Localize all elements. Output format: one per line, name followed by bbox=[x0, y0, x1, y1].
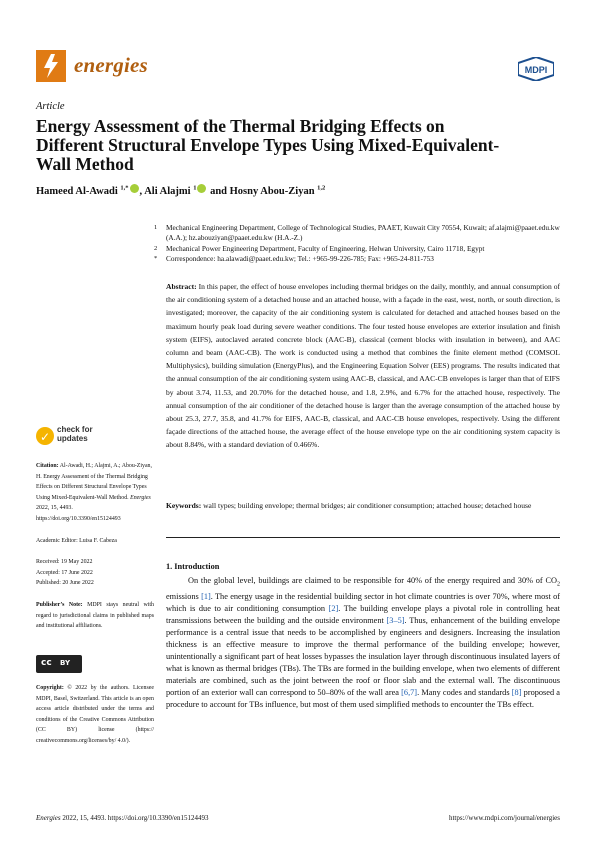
orcid-icon[interactable] bbox=[197, 184, 206, 193]
published-date: Published: 20 June 2022 bbox=[36, 580, 94, 586]
author-list: Hameed Al-Awadi $^{1,*}$ , Ali Alajmi $^1$ and Hosny Abou-Ziyan $^{1,2}$ bbox=[36, 184, 326, 197]
reference-link[interactable]: [2] bbox=[328, 603, 339, 613]
keywords-text: wall types; building envelope; thermal bridges; air conditioner consumption; attached house; detached house bbox=[203, 501, 532, 510]
journal-name: energies bbox=[74, 53, 148, 77]
divider bbox=[166, 537, 560, 538]
reference-link[interactable]: [3–5] bbox=[386, 615, 405, 625]
author-name[interactable]: Hameed Al-Awadi bbox=[36, 186, 118, 197]
check-for-updates-button[interactable]: ✓ check for updates bbox=[36, 425, 136, 447]
page-footer bbox=[36, 814, 560, 822]
publication-dates bbox=[36, 557, 154, 589]
author-name[interactable]: Ali Alajmi bbox=[144, 186, 191, 197]
orcid-icon[interactable] bbox=[130, 184, 139, 193]
received-date: Received: 19 May 2022 bbox=[36, 559, 93, 565]
correspondence: * Correspondence: ha.alawadi@paaet.edu.kw; Tel.: +965-99-226-785; Fax: +965-24-811-753 bbox=[154, 254, 434, 263]
author-affiliation-mark: 1,2 bbox=[317, 184, 326, 192]
introduction-paragraph: On the global level, buildings are claimed to be responsible for 40% of the energy required and 30% of $CO_2$ emissions [1]. The energy usage in the residential building sector in hot climate countries is over 70%, where most of which is due to air conditioning consumption [2]. The building envelope plays a pivotal role in controlling heat transmissions between the building and the outside environment [3–5]. Thus, enhancement of the building envelope performance is a central issue that needs to be accomplished by engineers and designers. Increasing the insulation thickness is an effective measure to improve the thermal performance of the building envelope; however, unintentionally a significant part of heat losses bypasses the insulation layer through discontinuous insulated layers of what is known as thermal bridges (TBs). The TBs are formed in the building envelope, when two elements of different materials are combined, such as the joint between the roof or floor slab and the external wall. The discontinuous portion of an exterior wall can correspond to 50–80% of the wall area [6,7]. Many codes and standards [8] proposed a procedure to account for TBs influence, but most of them used simplified methods to encounter the TBs effect. bbox=[166, 576, 560, 710]
publisher-logo bbox=[518, 57, 554, 81]
section-heading: 1. Introduction bbox=[166, 562, 220, 571]
academic-editor: Academic Editor: Luisa F. Cabeza bbox=[36, 538, 117, 544]
author-affiliation-mark: 1 bbox=[193, 184, 197, 192]
doi-link[interactable]: 2022, 15, 4493. https://doi.org/10.3390/en15124493 bbox=[36, 505, 121, 522]
journal-logo bbox=[36, 50, 66, 82]
author-name[interactable]: Hosny Abou-Ziyan bbox=[229, 186, 315, 197]
cc-by-license-icon[interactable]: cc BY bbox=[36, 655, 82, 673]
abstract-label: Abstract: bbox=[166, 282, 197, 291]
affiliation: 1 Mechanical Engineering Department, College of Technological Studies, PAAET, Kuwait City 70554, Kuwait; af.alajmi@paaet.edu.kw (A.A.); hz.abouziyan@paaet.edu.kw (H.A.-Z.) bbox=[154, 223, 560, 243]
footer-citation: Energies 2022, 15, 4493. https://doi.org/10.3390/en15124493 bbox=[36, 814, 209, 822]
keywords bbox=[166, 499, 560, 512]
flame-icon bbox=[36, 50, 66, 82]
checkmark-icon: ✓ bbox=[36, 427, 54, 445]
author-affiliation-mark: 1,* bbox=[120, 184, 129, 192]
publisher-name: MDPI bbox=[524, 65, 548, 75]
citation: Citation: Al-Awadi, H.; Alajmi, A.; Abou-Ziyan, H. Energy Assessment of the Thermal Bridging Effects on Different Structural Envelope Types Using Mixed-Equivalent-Wall Method. Energies 2022, 15, 4493. https://doi.org/10.3390/en15124493 bbox=[36, 463, 152, 522]
keywords-label: Keywords: bbox=[166, 501, 202, 510]
publisher-note: Publisher’s Note: MDPI stays neutral with regard to jurisdictional claims in published maps and institutional affiliations. bbox=[36, 602, 154, 629]
abstract bbox=[166, 280, 560, 452]
reference-link[interactable]: [6,7] bbox=[401, 688, 418, 698]
reference-link[interactable]: [1] bbox=[201, 591, 211, 601]
journal-url[interactable]: https://www.mdpi.com/journal/energies bbox=[448, 814, 560, 822]
article-type: Article bbox=[36, 101, 65, 112]
reference-link[interactable]: [8] bbox=[511, 688, 522, 698]
accepted-date: Accepted: 17 June 2022 bbox=[36, 569, 93, 576]
affiliation: 2 Mechanical Power Engineering Department, Faculty of Engineering, Helwan University, Cairo 11718, Egypt bbox=[154, 244, 485, 253]
abstract-text: In this paper, the effect of house envelopes including thermal bridges on the daily, monthly, and annual consumption of the air conditioning system of a detached house and an attached house, with a façade in the east, west, north, or south direction, is investigated; moreover, the capacity of the air conditioning system is calculated for detached and attached houses based on the maximum hourly peak load during severe weather conditions. The four tested house envelopes are exterior insulation and finish system (EIFS), autoclaved aerated concrete block (AAC-B), classical (cement blocks with insulation in between), and AAC column and beam (AAC-CB). The work is conducted using a method that combines the finite element method (COMSOL Multiphysics), building simulation (EnergyPlus), and the Engineering Equation Solver (EES) programs. The results indicated that the annual consumption of the air conditioning system using AAC-B, classical, and AAC-CB envelopes is larger than that of EIFS by about 3.74, 11.53, and 20.70% for the detached house, and 1.8, 2.9%, and 6.7% for the attached house, respectively. The annual consumption of the air conditioner of the detached house is larger than the average consumption of the attached house by about 25.3, 27.7, 35.8, and 41.7% for EIFS, AAC-B, classical, and AAC-CB house envelopes, respectively. Using the different façade directions of the attached house, the average effect of the house envelope type on the air conditioning system capacity is about 8.84%, with a standard deviation of 0.466%. bbox=[166, 282, 560, 450]
copyright: Copyright: © 2022 by the authors. Licensee MDPI, Basel, Switzerland. This article is an open access article distributed under the terms and conditions of the Creative Commons Attribution (CC BY) license (https:// creativecommons.org/licenses/by/ 4.0/). bbox=[36, 685, 154, 744]
page-title: Energy Assessment of the Thermal Bridging Effects on Different Structural Envelope Types Using Mixed-Equivalent-Wall Method bbox=[36, 116, 500, 174]
